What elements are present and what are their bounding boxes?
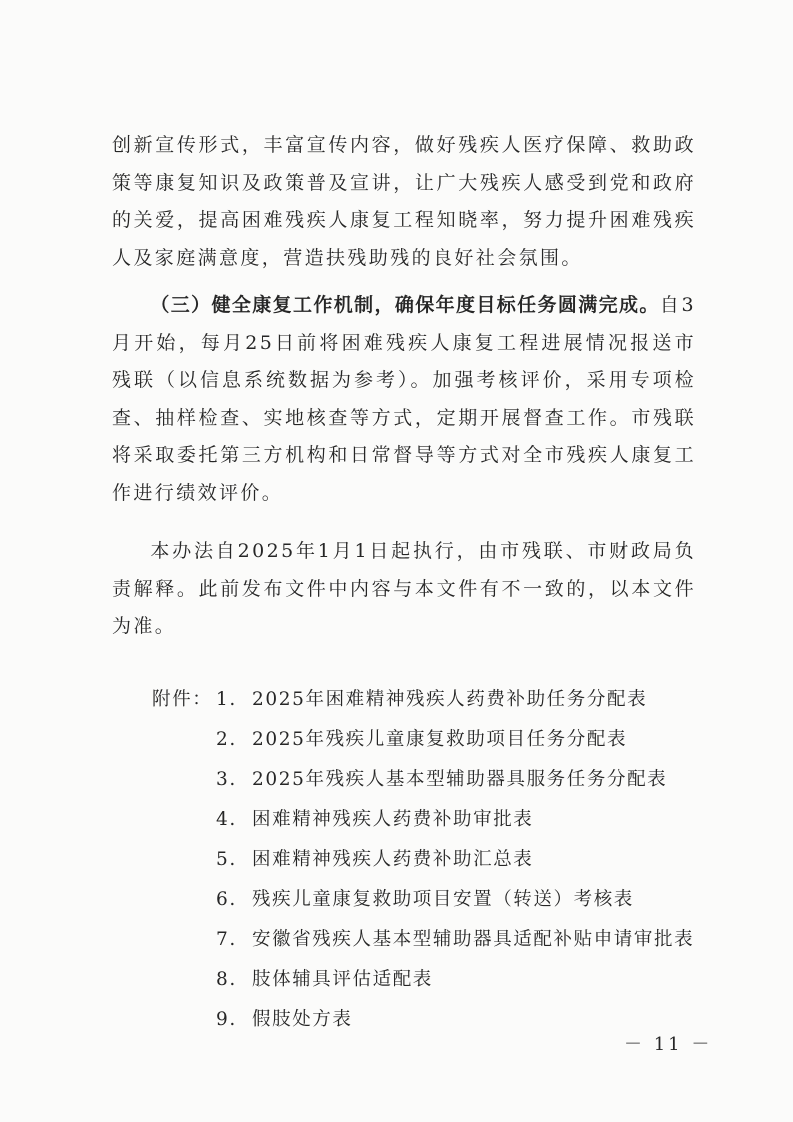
- paragraph-effective-date: [112, 533, 696, 646]
- attachment-item-4: [152, 800, 752, 840]
- attachment-title: 2025年残疾人基本型辅助器具服务任务分配表: [252, 769, 668, 790]
- attachment-title: 困难精神残疾人药费补助汇总表: [252, 849, 534, 870]
- attachment-title: 假肢处方表: [252, 1009, 353, 1030]
- attachments-list: [152, 680, 752, 1040]
- attachment-item-2: [152, 720, 752, 760]
- attachment-number: 3.: [216, 769, 237, 790]
- paragraph-mechanism: [112, 287, 696, 512]
- attachment-item-7: [152, 920, 752, 960]
- attachment-number: 7.: [216, 929, 237, 950]
- attachment-title: 2025年困难精神残疾人药费补助任务分配表: [252, 689, 648, 710]
- attachment-number: 4.: [216, 809, 237, 830]
- attachment-number: 9.: [216, 1009, 237, 1030]
- attachment-item-1: [152, 680, 752, 720]
- attachment-number: 8.: [216, 969, 237, 990]
- attachments-label: 附件：: [152, 689, 213, 710]
- paragraph-mechanism-body: 自3月开始，每月25日前将困难残疾人康复工程进展情况报送市残联（以信息系统数据为参考）。加强考核评价，采用专项检查、抽样检查、实地核查等方式，定期开展督查工作。市残联将采取委托第三方机构和日常督导等方式对全市残疾人康复工作进行绩效评价。: [112, 294, 696, 504]
- section-heading-three: （三）健全康复工作机制，确保年度目标任务圆满完成。: [150, 294, 660, 316]
- attachment-item-5: [152, 840, 752, 880]
- attachment-item-6: [152, 880, 752, 920]
- attachment-number: 5.: [216, 849, 237, 870]
- attachment-item-3: [152, 760, 752, 800]
- attachment-title: 困难精神残疾人药费补助审批表: [252, 809, 534, 830]
- attachment-number: 2.: [216, 729, 237, 750]
- attachment-title: 2025年残疾儿童康复救助项目任务分配表: [252, 729, 628, 750]
- attachment-title: 肢体辅具评估适配表: [252, 969, 433, 990]
- paragraph-publicity: 创新宣传形式，丰富宣传内容，做好残疾人医疗保障、救助政策等康复知识及政策普及宣讲，让广大残疾人感受到党和政府的关爱，提高困难残疾人康复工程知晓率，努力提升困难残疾人及家庭满意度，营造扶残助残的良好社会氛围。: [112, 134, 696, 269]
- page-number: － 11 －: [624, 1034, 713, 1055]
- paragraph-effective-date-text: 本办法自2025年1月1日起执行，由市残联、市财政局负责解释。此前发布文件中内容与本文件有不一致的，以本文件为准。: [112, 540, 696, 637]
- attachment-number: 6.: [216, 889, 237, 910]
- attachment-title: 安徽省残疾人基本型辅助器具适配补贴申请审批表: [252, 929, 695, 950]
- attachment-item-8: [152, 960, 752, 1000]
- attachment-title: 残疾儿童康复救助项目安置（转送）考核表: [252, 889, 634, 910]
- attachment-number: 1.: [216, 689, 237, 710]
